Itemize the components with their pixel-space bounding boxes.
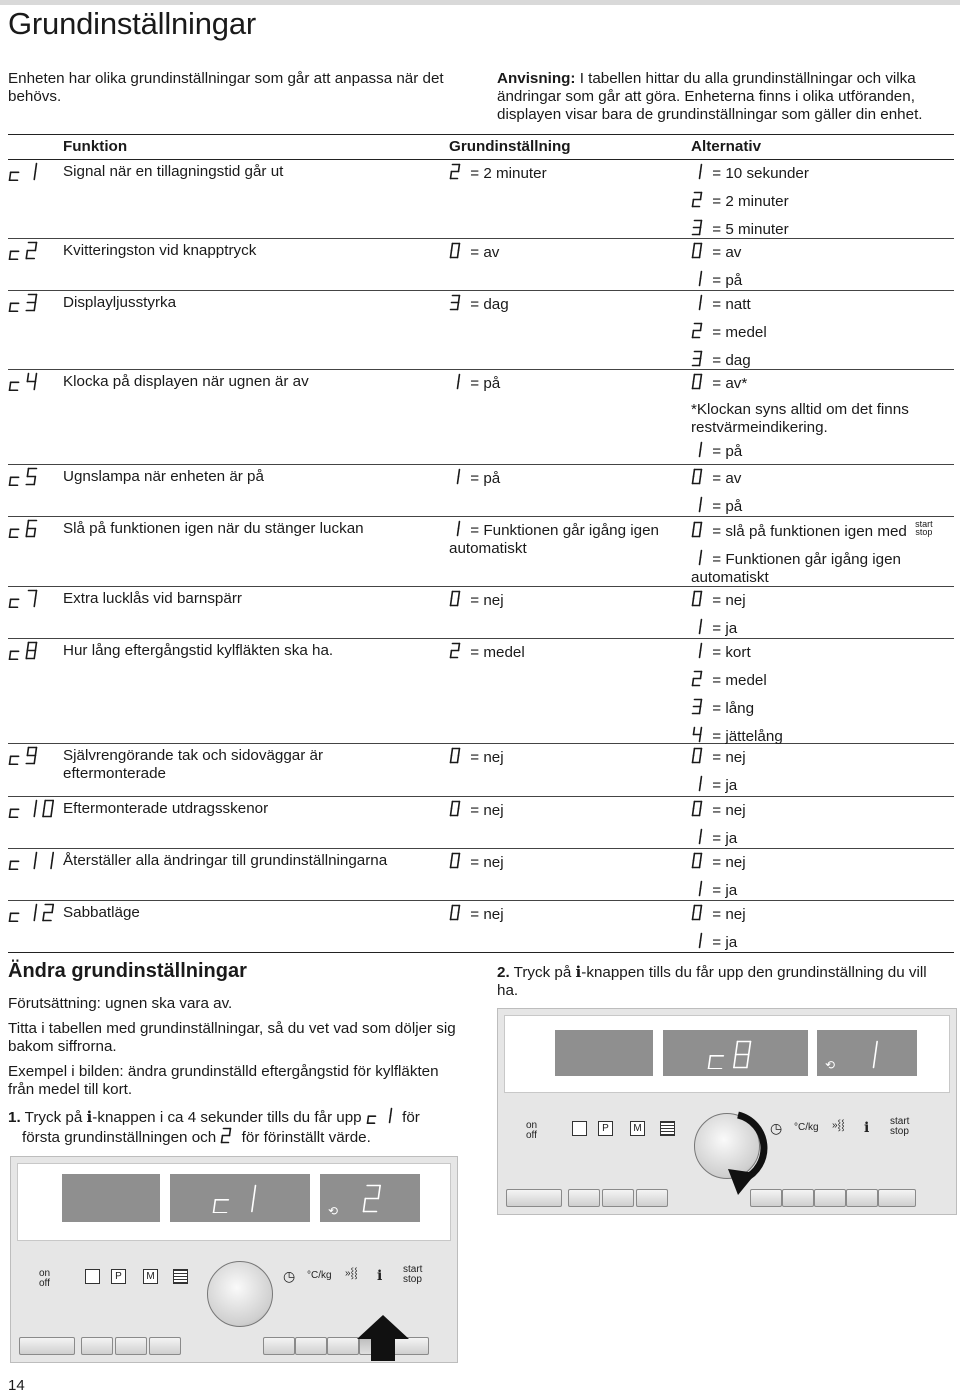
table-header [8,134,954,160]
alternative-option: = nej [691,590,953,610]
info-icon: i [377,1268,383,1284]
fan-icon: ⟲ [825,1058,836,1072]
segment-code-c1 [366,1107,396,1124]
segment-digit [691,698,706,715]
table-row [8,291,954,370]
alternatives-cell [691,904,953,960]
info-key-glyph: i [575,963,582,981]
program-icon: P [111,1269,126,1284]
alternative-option: = på [691,270,953,290]
memory-icon: M [630,1121,645,1136]
program-icon: P [598,1121,613,1136]
segment-digit [691,270,706,287]
alternative-option: = slå på funktionen igen med start stop [691,520,953,541]
setting-code [8,641,42,665]
segment-digit [691,373,706,390]
alternatives-cell [691,373,953,469]
setting-code [8,851,58,875]
segment-digit [691,521,706,538]
function-cell: Återställer alla ändringar till grundinställningarna [63,852,388,869]
alternatives-cell [691,800,953,856]
table-row [8,160,954,239]
display-value-1 [859,1040,884,1069]
square-icon [572,1121,587,1136]
table-row [8,901,954,953]
segment-digit [691,880,706,897]
page-title: Grundinställningar [8,6,256,41]
segment-digit [449,242,464,259]
info-key-glyph: i [86,1108,93,1126]
table-row [8,849,954,901]
example-paragraph: Exempel i bilden: ändra grundinställd eftergångstid för kylfläkten från medel till kort. [8,1063,439,1098]
alternative-option: = jättelång [691,726,953,746]
step-1-number: 1. [8,1109,21,1126]
start-label: start [890,1116,910,1127]
on-off-button[interactable] [506,1189,562,1207]
segment-digit [691,350,706,367]
alternatives-cell [691,642,953,754]
footnote: *Klockan syns alltid om det finns restvärmeindikering. [691,401,909,436]
segment-digit [691,163,706,180]
heat-button[interactable] [814,1189,846,1207]
default-cell: = medel [449,642,684,662]
segment-digit [691,590,706,607]
default-cell: = av [449,242,684,262]
step-1-text-a: Tryck på [24,1109,87,1126]
default-cell: = dag [449,294,684,314]
function-cell: Displayljusstyrka [63,294,177,311]
step-2-text-a: Tryck på [513,964,576,981]
display-code-c8 [707,1040,758,1069]
segment-digit [449,904,464,921]
setting-code [8,746,42,770]
segment-digit [691,775,706,792]
stop-label: stop [890,1126,909,1137]
segment-digit [691,549,706,566]
off-label: off [39,1278,50,1289]
temp-weight-label: °C/kg [794,1122,819,1133]
alternative-option: = nej [691,800,953,820]
segment-digit [691,932,706,949]
setting-code [8,293,42,317]
alternative-option: = ja [691,880,953,900]
on-label: on [526,1120,538,1131]
section-heading: Ändra grundinställningar [8,960,247,982]
alternative-option: = av [691,242,953,262]
setting-code [8,799,58,823]
display-window [17,1163,451,1241]
function-cell: Signal när en tillagningstid går ut [63,163,284,180]
segment-digit [449,642,464,659]
alternative-option: = dag [691,350,953,370]
segment-digit [691,294,706,311]
alternatives-cell [691,294,953,378]
alternative-option: = natt [691,294,953,314]
segment-digit [691,219,706,236]
box-button[interactable] [81,1337,113,1355]
alternative-option: = av* [691,373,953,393]
grid-icon [173,1269,188,1284]
segment-digit [449,373,464,390]
function-cell: Eftermonterade utdragsskenor [63,800,269,817]
default-cell: = på [449,373,684,393]
temp-button[interactable] [295,1337,327,1355]
default-cell: = nej [449,747,684,767]
display-segment-left [555,1030,653,1076]
alternatives-cell [691,520,953,595]
oven-panel-after [497,1008,957,1215]
fan-icon: ⟲ [328,1204,339,1218]
oven-panel-before [10,1156,458,1363]
function-cell: Slå på funktionen igen när du stänger luckan [63,520,364,537]
setting-code [8,241,42,265]
table-row [8,587,954,639]
setting-code [8,903,58,927]
default-cell: = nej [449,852,684,872]
segment-digit [691,468,706,485]
segment-digit [691,441,706,458]
step-1-text-c: för [397,1109,420,1126]
display-code-c1 [212,1184,263,1213]
alternative-option: = ja [691,932,953,952]
table-body [8,160,954,953]
table-row [8,370,954,465]
segment-digit [449,852,464,869]
info-button[interactable] [846,1189,878,1207]
segment-digit [691,904,706,921]
note-paragraph [497,70,955,124]
table-row [8,239,954,291]
alternative-option: = på [691,496,953,516]
start-button[interactable] [878,1189,916,1207]
on-label: on [39,1268,51,1279]
alternative-option: = medel [691,670,953,690]
segment-digit [449,294,464,311]
press-arrow-icon [355,1313,411,1363]
alternatives-cell [691,852,953,908]
segment-value-2 [220,1127,235,1144]
selector-knob[interactable] [207,1261,273,1327]
alternative-option: = ja [691,618,953,638]
prerequisite-text: Förutsättning: ugnen ska vara av. [8,995,233,1012]
alternative-option: = nej [691,904,953,924]
table-row [8,744,954,797]
alternative-option: = nej [691,747,953,767]
clock-button[interactable] [263,1337,295,1355]
step-2-text-b: -knappen tills du får upp den grundinställning du vill ha. [497,964,927,999]
function-cell: Ugnslampa när enheten är på [63,468,264,485]
rotate-arrow-icon [694,1109,768,1199]
step-2 [497,963,947,1000]
segment-digit [691,618,706,635]
alternatives-cell [691,468,953,524]
alternative-option: = ja [691,828,953,848]
table-row [8,797,954,849]
alternative-option: = 10 sekunder [691,163,953,183]
segment-digit [691,642,706,659]
segment-digit [449,163,464,180]
display-window [504,1015,950,1093]
on-off-button[interactable] [19,1337,75,1355]
p-button[interactable] [602,1189,634,1207]
display-value-2 [362,1184,387,1213]
alternatives-cell [691,590,953,646]
function-cell: Självrengörande tak och sidoväggar är eftermonterade [63,747,324,782]
function-cell: Hur lång eftergångstid kylfläkten ska ha. [63,642,334,659]
fast-heat-icon: »⸾⸾ [832,1120,845,1131]
header-alternatives: Alternativ [691,138,762,155]
step-1-text-d: första grundinställningen och [22,1129,221,1146]
segment-digit [691,322,706,339]
default-cell: = nej [449,904,684,924]
alternative-option: = av [691,468,953,488]
segment-digit [691,828,706,845]
setting-code [8,589,42,613]
setting-code [8,372,42,396]
segment-digit [691,670,706,687]
setting-code [8,162,42,186]
segment-digit [691,800,706,817]
m-button[interactable] [636,1189,668,1207]
square-icon [85,1269,100,1284]
segment-digit [449,590,464,607]
top-rule [0,0,960,5]
segment-digit [691,242,706,259]
alternative-option: = kort [691,642,953,662]
step-1 [8,1107,468,1147]
display-segment-code [170,1174,310,1222]
step-1-text-e: för förinställt värde. [237,1129,371,1146]
display-segment-left [62,1174,160,1222]
alternatives-cell [691,747,953,803]
setting-code [8,467,42,491]
display-segment-code [663,1030,808,1076]
segment-digit [691,726,706,743]
segment-digit [691,852,706,869]
note-text: I tabellen hittar du alla grundinställningar och vilka ändringar som går att göra. Enheterna finns i olika utföranden, displayen visar bara de grundinställningar som gäller din enhet. [497,70,923,123]
segment-digit [449,468,464,485]
alternative-option: = nej [691,852,953,872]
header-function: Funktion [63,138,128,155]
segment-digit [691,747,706,764]
default-cell: = nej [449,800,684,820]
default-cell: = på [449,468,684,488]
alternative-option: = på [691,441,953,461]
table-row [8,639,954,744]
alternative-option: = 5 minuter [691,219,953,239]
alternatives-cell [691,242,953,298]
segment-digit [449,520,464,537]
segment-digit [449,800,464,817]
alternative-option: = 2 minuter [691,191,953,211]
start-label: start [403,1264,423,1275]
page-number: 14 [8,1377,25,1394]
function-cell: Extra lucklås vid barnspärr [63,590,242,607]
p-button[interactable] [115,1337,147,1355]
table-row [8,517,954,587]
default-cell: = Funktionen går igång igen automatiskt [449,522,659,557]
display-segment-value [320,1174,420,1222]
segment-digit [449,747,464,764]
temp-button[interactable] [782,1189,814,1207]
instruction-paragraph: Titta i tabellen med grundinställningar, så du vet vad som döljer sig bakom siffrorna. [8,1020,456,1055]
grid-icon [660,1121,675,1136]
setting-code [8,519,42,543]
alternative-option: = ja [691,775,953,795]
note-label: Anvisning: [497,70,576,87]
clock-icon: ◷ [283,1268,296,1284]
segment-digit [691,496,706,513]
header-default: Grundinställning [449,138,571,155]
alternative-option: = medel [691,322,953,342]
alternative-option: = lång [691,698,953,718]
temp-weight-label: °C/kg [307,1270,332,1281]
fast-heat-icon: »⸾⸾ [345,1268,358,1279]
function-cell: Kvitteringston vid knapptryck [63,242,257,259]
function-cell: Sabbatläge [63,904,140,921]
default-cell: = nej [449,590,684,610]
function-cell: Klocka på displayen när ugnen är av [63,373,309,390]
display-segment-value [817,1030,917,1076]
table-row [8,465,954,517]
off-label: off [526,1130,537,1141]
alternatives-cell [691,163,953,247]
intro-text: Enheten har olika grundinställningar som går att anpassa när det behövs. [8,70,444,105]
segment-digit [691,191,706,208]
clock-icon: ◷ [770,1120,783,1136]
settings-table [8,134,954,953]
default-cell: = 2 minuter [449,163,684,183]
m-button[interactable] [149,1337,181,1355]
alternative-option: = Funktionen går igång igen automatiskt [691,551,901,586]
memory-icon: M [143,1269,158,1284]
step-1-text-b: -knappen i ca 4 sekunder tills du får upp [92,1109,366,1126]
step-2-number: 2. [497,964,510,981]
box-button[interactable] [568,1189,600,1207]
info-icon: i [864,1120,870,1136]
start-stop-icon: start stop [915,519,933,537]
stop-label: stop [403,1274,422,1285]
